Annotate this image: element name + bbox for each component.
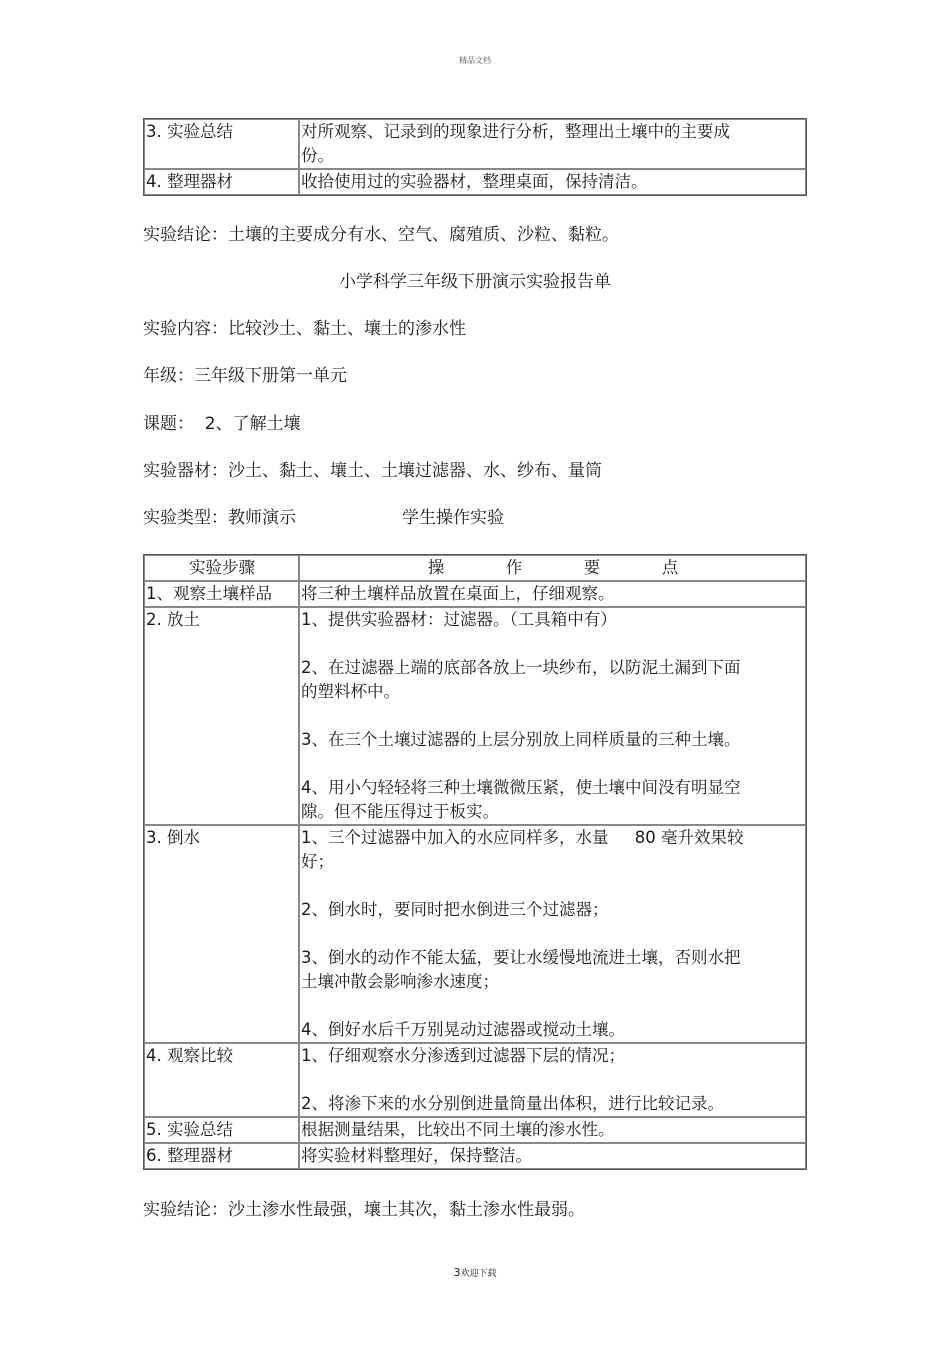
table-row [144,1143,806,1169]
table-row [144,581,806,607]
content-cell [299,169,806,195]
points-line: 4、倒好水后千万别晃动过滤器或搅动土壤。 [301,1020,625,1039]
step-cell: 5. 实验总结 [144,1117,299,1143]
points-line: 的塑料杯中。 [301,682,400,701]
points-cell [299,825,806,1043]
info-content: 实验内容：比较沙土、黏土、壤土的渗水性 [143,319,466,339]
points-line: 好； [301,852,334,871]
info-grade: 年级：三年级下册第一单元 [143,366,347,386]
table-row [144,169,806,195]
points-line: 根据测量结果，比较出不同土壤的渗水性。 [301,1120,615,1139]
table-row [144,825,806,1043]
info-materials: 实验器材：沙土、黏土、壤土、土壤过滤器、水、纱布、量筒 [143,461,602,481]
points-line: 2、将渗下来的水分别倒进量筒量出体积，进行比较记录。 [301,1094,724,1113]
step-cell: 1、观察土壤样品 [144,581,299,607]
points-cell [299,1043,806,1117]
header-char: 要 [583,558,601,577]
table-row [144,1043,806,1117]
main-table [143,554,807,1170]
info-type-label: 实验类型：教师演示 [143,508,296,528]
points-line: 将实验材料整理好，保持整洁。 [301,1146,532,1165]
content-cell [299,119,806,169]
points-line: 隙。但不能压得过于板实。 [301,802,499,821]
header-char: 作 [505,558,523,577]
table-row [144,1117,806,1143]
info-topic: 课题： 2、了解土壤 [143,414,301,434]
header-watermark: 精品文档 [459,56,491,65]
points-line: 1、仔细观察水分渗透到过滤器下层的情况； [301,1046,625,1065]
footer [0,1266,950,1279]
table-row [144,119,806,169]
points-line: 3、倒水的动作不能太猛，要让水缓慢地流进土壤，否则水把 [301,948,741,967]
table-header-row [144,555,806,581]
info-type-value: 学生操作实验 [402,508,504,528]
footer-text: 欢迎下载 [460,1269,497,1279]
points-line: 1、提供实验器材：过滤器。（工具箱中有） [301,610,617,629]
points-line: 2、在过滤器上端的底部各放上一块纱布，以防泥土漏到下面 [301,658,741,677]
table-row [144,607,806,825]
conclusion-1: 实验结论：土壤的主要成分有水、空气、腐殖质、沙粒、黏粒。 [143,225,619,245]
points-cell [299,1117,806,1143]
header-points [299,555,806,581]
header-step: 实验步骤 [144,555,299,581]
content-line: 收拾使用过的实验器材，整理桌面，保持清洁。 [301,172,648,191]
content-line: 份。 [301,146,334,165]
conclusion-2: 实验结论：沙土渗水性最强，壤土其次，黏土渗水性最弱。 [143,1200,585,1220]
points-line: 4、用小勺轻轻将三种土壤微微压紧，使土壤中间没有明显空 [301,778,741,797]
points-line: 将三种土壤样品放置在桌面上，仔细观察。 [301,584,615,603]
step-cell: 2. 放土 [144,607,299,825]
step-cell: 4. 观察比较 [144,1043,299,1117]
step-cell: 3. 倒水 [144,825,299,1043]
points-line: 2、倒水时，要同时把水倒进三个过滤器； [301,900,609,919]
points-cell [299,607,806,825]
page-number: 3 [453,1266,461,1279]
header-char: 操 [427,558,445,577]
points-cell [299,1143,806,1169]
points-line: 土壤冲散会影响渗水速度； [301,972,499,991]
step-cell: 3. 实验总结 [144,119,299,169]
header-char: 点 [661,558,679,577]
points-line: 3、在三个土壤过滤器的上层分别放上同样质量的三种土壤。 [301,730,741,749]
report-title: 小学科学三年级下册演示实验报告单 [339,272,611,292]
step-cell: 6. 整理器材 [144,1143,299,1169]
points-line: 1、三个过滤器中加入的水应同样多，水量 80 毫升效果较 [301,828,744,847]
content-line: 对所观察、记录到的现象进行分析，整理出土壤中的主要成 [301,122,730,141]
step-cell: 4. 整理器材 [144,169,299,195]
top-table [143,118,807,196]
points-cell [299,581,806,607]
